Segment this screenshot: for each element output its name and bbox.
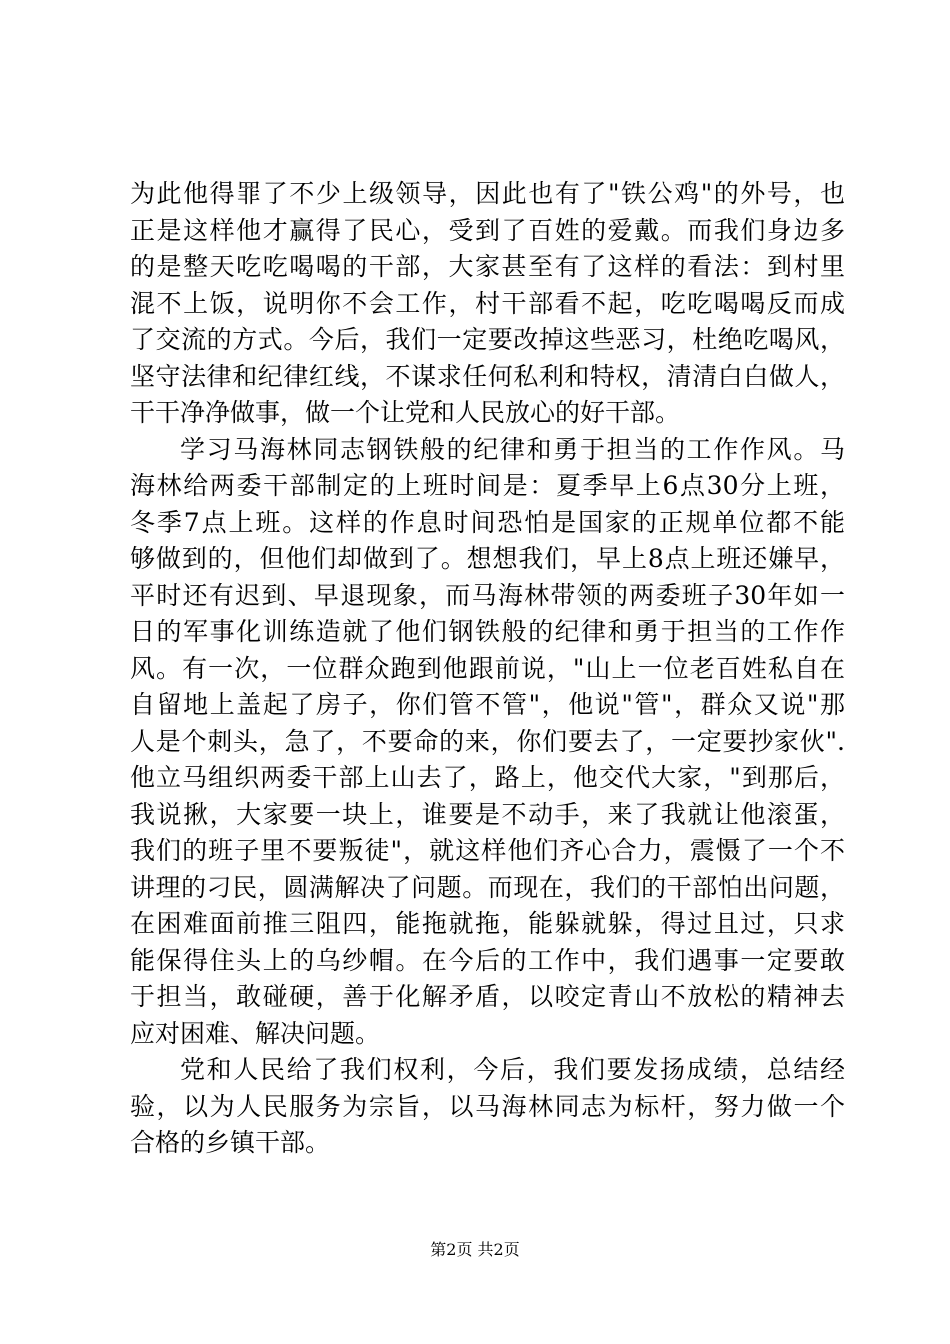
document-body [130, 176, 845, 1162]
text-line: 够做到的，但他们却做到了。想想我们，早上8点上班还嫌早， [130, 544, 845, 573]
paragraph-first-line: 学习马海林同志钢铁般的纪律和勇于担当的工作作风。马 [180, 434, 845, 464]
text-line: 冬季7点上班。这样的作息时间恐怕是国家的正规单位都不能 [130, 507, 845, 537]
text-line: 日的军事化训练造就了他们钢铁般的纪律和勇于担当的工作作 [130, 617, 845, 646]
text-line: 我们的班子里不要叛徒"，就这样他们齐心合力，震慑了一个不 [130, 836, 845, 865]
text-line: 能保得住头上的乌纱帽。在今后的工作中，我们遇事一定要敢 [130, 945, 845, 975]
text-line: 我说揪，大家要一块上，谁要是不动手，来了我就让他滚蛋， [130, 799, 845, 829]
text-line: 坚守法律和纪律红线，不谋求任何私利和特权，清清白白做人， [130, 361, 845, 391]
text-line: 验，以为人民服务为宗旨，以马海林同志为标杆，努力做一个 [130, 1091, 845, 1121]
text-line: 合格的乡镇干部。 [130, 1128, 331, 1157]
text-line: 了交流的方式。今后，我们一定要改掉这些恶习，杜绝吃喝风， [130, 325, 845, 354]
page-number-footer: 第2页 共2页 [430, 1240, 520, 1259]
text-line: 平时还有迟到、早退现象，而马海林带领的两委班子30年如一 [130, 580, 845, 610]
text-line: 应对困难、解决问题。 [130, 1018, 381, 1048]
text-line: 于担当，敢碰硬，善于化解矛盾，以咬定青山不放松的精神去 [130, 982, 845, 1011]
text-line: 他立马组织两委干部上山去了，路上，他交代大家，"到那后， [130, 763, 845, 792]
text-line: 正是这样他才赢得了民心，受到了百姓的爱戴。而我们身边多 [130, 215, 845, 245]
text-line: 为此他得罪了不少上级领导，因此也有了"铁公鸡"的外号，也 [130, 179, 845, 208]
text-line: 人是个刺头，急了，不要命的来，你们要去了，一定要抄家伙". [130, 726, 845, 756]
text-line: 海林给两委干部制定的上班时间是：夏季早上6点30分上班， [130, 471, 845, 500]
text-line: 的是整天吃吃喝喝的干部，大家甚至有了这样的看法：到村里 [130, 252, 845, 281]
text-line: 风。有一次，一位群众跑到他跟前说，"山上一位老百姓私自在 [130, 653, 845, 683]
text-line: 混不上饭，说明你不会工作，村干部看不起，吃吃喝喝反而成 [130, 288, 845, 318]
text-line: 在困难面前推三阻四，能拖就拖，能躲就躲，得过且过，只求 [130, 909, 845, 938]
paragraph-first-line: 党和人民给了我们权利，今后，我们要发扬成绩，总结经 [180, 1055, 845, 1084]
text-line: 干干净净做事，做一个让党和人民放心的好干部。 [130, 398, 681, 427]
text-line: 自留地上盖起了房子，你们管不管"，他说"管"，群众又说"那 [130, 690, 845, 719]
text-line: 讲理的刁民，圆满解决了问题。而现在，我们的干部怕出问题， [130, 872, 845, 902]
